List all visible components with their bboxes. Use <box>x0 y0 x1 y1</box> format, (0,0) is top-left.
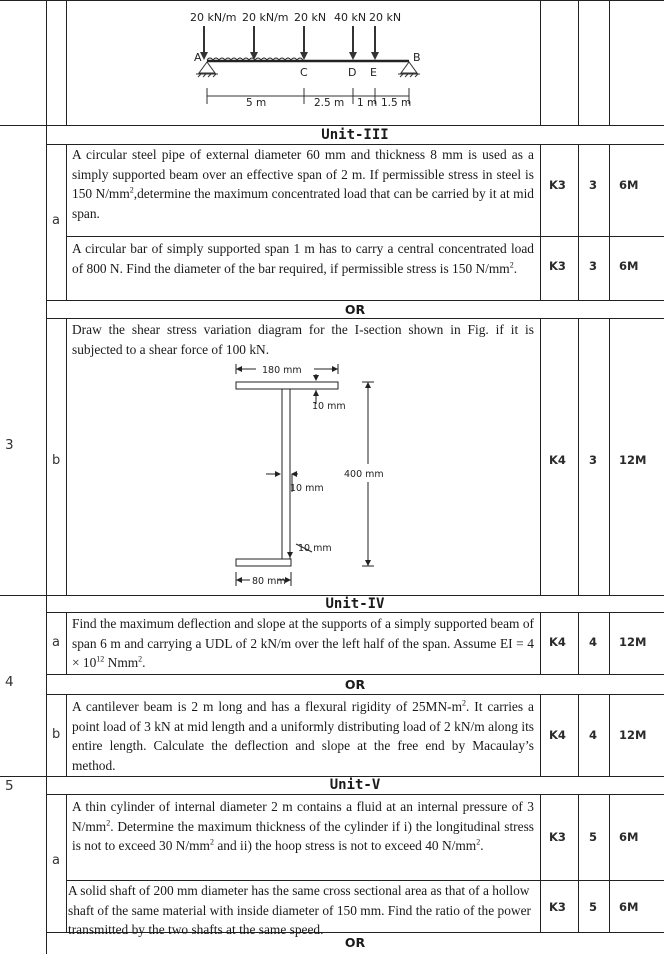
support-b <box>398 62 420 77</box>
question-text: A circular steel pipe of external diameter 60 mm and thickness 8 mm is used as a simply supported beam over an effective span of 2 m. If permissible stress in steel is 150 $N/mm^2,determine$ the maximum concentrated load that can be carried by it at mid span. <box>72 147 534 221</box>
point-label: C <box>300 66 308 79</box>
unit-heading: Unit-IV <box>325 596 385 612</box>
span-label: 1.5 m <box>381 97 412 109</box>
dim-label: 80 mm <box>252 576 286 587</box>
udl-wave <box>207 58 303 60</box>
co-number: 4 <box>589 635 598 649</box>
table-rule <box>540 612 541 674</box>
table-rule <box>66 236 664 237</box>
dimension-line <box>207 88 409 104</box>
dim-label: 10 mm <box>312 401 346 412</box>
support-a <box>196 62 218 77</box>
question-number: 4 <box>5 674 14 690</box>
dim-label: 180 mm <box>262 365 302 376</box>
bottom-flange <box>236 559 291 566</box>
table-rule <box>46 300 664 301</box>
bloom-level: K3 <box>549 259 566 273</box>
co-number: 3 <box>589 259 598 273</box>
table-rule <box>66 612 67 674</box>
question-text: A circular bar of simply supported span 1 m has to carry a central concentrated load of 800 N. Find the diameter of the bar required, if permissible stress is 150 $N/mm^2$. <box>72 241 534 276</box>
point-label: B <box>413 51 421 64</box>
point-label: D <box>348 66 357 79</box>
table-rule <box>540 694 541 776</box>
bloom-level: K4 <box>549 728 566 742</box>
table-rule <box>609 612 610 674</box>
load-label: 40 kN <box>334 11 367 24</box>
table-rule <box>66 144 67 300</box>
table-rule <box>540 0 541 125</box>
load-label: 20 kN <box>294 11 327 24</box>
point-label: A <box>194 51 202 64</box>
co-number: 5 <box>589 900 598 914</box>
co-number: 3 <box>589 178 598 192</box>
bloom-level: K3 <box>549 900 566 914</box>
table-rule <box>578 318 579 595</box>
table-rule <box>578 144 579 300</box>
table-rule <box>609 0 610 125</box>
question-text: A thin cylinder of internal diameter 2 m contains a fluid at an internal pressure of 3 $N/mm^2$. Determine the maximum thickness of the cylinder if i) the longitudinal stress is not to exceed 30 $N/mm^2$ and ii) the hoop stress is not to exceed 40 $N/mm^2$. <box>72 799 534 853</box>
marks: 12M <box>619 728 647 742</box>
bloom-level: K4 <box>549 635 566 649</box>
marks: 6M <box>619 259 639 273</box>
question-number: 5 <box>5 778 14 794</box>
point-label: E <box>370 66 377 79</box>
dim-label: 400 mm <box>344 469 384 480</box>
i-section-figure <box>226 360 426 592</box>
marks: 6M <box>619 178 639 192</box>
dim-label: 10 mm <box>290 483 324 494</box>
bloom-level: K3 <box>549 178 566 192</box>
unit-heading: Unit-III <box>321 127 389 143</box>
question-number: 3 <box>5 437 14 453</box>
table-rule <box>0 125 664 126</box>
span-label: 1 m <box>357 97 378 109</box>
table-rule <box>66 0 67 125</box>
marks: 12M <box>619 453 647 467</box>
or-divider: OR <box>344 677 366 692</box>
table-rule <box>609 318 610 595</box>
question-text: A cantilever beam is 2 m long and has a flexural rigidity of $25MN-m^2$. It carries a point load of 3 kN at mid length and a uniformly distributing load of 2 kN/m along its entire length. Calculate the deflection and slope at the free end by Macaulay’s method. <box>72 698 534 773</box>
table-rule <box>578 694 579 776</box>
table-rule <box>578 794 579 932</box>
table-rule <box>578 0 579 125</box>
table-rule <box>609 694 610 776</box>
table-rule <box>66 794 67 932</box>
sub-question-label: a <box>52 213 60 228</box>
marks: 12M <box>619 635 647 649</box>
or-divider: OR <box>344 302 366 317</box>
sub-question-label: b <box>52 727 61 742</box>
table-rule <box>540 318 541 595</box>
table-rule <box>66 694 67 776</box>
table-rule <box>46 612 664 613</box>
beam-loading-figure <box>190 4 440 122</box>
table-rule <box>540 144 541 300</box>
sub-question-label: b <box>52 453 61 468</box>
table-rule <box>46 318 664 319</box>
table-rule <box>46 794 664 795</box>
unit-heading: Unit-V <box>329 777 381 793</box>
top-flange <box>236 382 338 389</box>
span-label: 2.5 m <box>314 97 345 109</box>
table-rule <box>46 674 664 675</box>
load-label: 20 kN/m <box>242 11 289 24</box>
table-border-top <box>0 0 664 1</box>
sub-question-label: a <box>52 635 60 650</box>
marks: 6M <box>619 900 639 914</box>
table-rule <box>609 144 610 300</box>
bloom-level: K3 <box>549 830 566 844</box>
table-rule <box>66 318 67 595</box>
table-rule <box>578 612 579 674</box>
load-arrows <box>200 26 379 60</box>
bloom-level: K4 <box>549 453 566 467</box>
table-rule <box>46 694 664 695</box>
question-text: Draw the shear stress variation diagram for the I-section shown in Fig. if it is subjected to a shear force of 100 kN. <box>72 322 534 357</box>
or-divider: OR <box>344 935 366 950</box>
marks: 6M <box>619 830 639 844</box>
dim-label: 10 mm <box>298 543 332 554</box>
question-text: Find the maximum deflection and slope at the supports of a simply supported beam of span 6 m and carrying a UDL of 2 kN/m over the left half of the span. Assume EI = $4 \times 10^{12}$ Nmm$^2$. <box>72 616 534 670</box>
co-number: 5 <box>589 830 598 844</box>
load-label: 20 kN <box>369 11 402 24</box>
table-rule <box>609 794 610 932</box>
co-number: 4 <box>589 728 598 742</box>
sub-question-label: a <box>52 853 60 868</box>
table-rule <box>46 0 47 954</box>
table-rule <box>540 794 541 932</box>
question-text: A solid shaft of 200 mm diameter has the same cross sectional area as that of a hollow shaft of the same material with inside diameter of 150 mm. Find the ratio of the power transmitted by the two shafts at the same speed. <box>68 883 531 937</box>
span-label: 5 m <box>246 97 267 109</box>
load-label: 20 kN/m <box>190 11 237 24</box>
co-number: 3 <box>589 453 598 467</box>
